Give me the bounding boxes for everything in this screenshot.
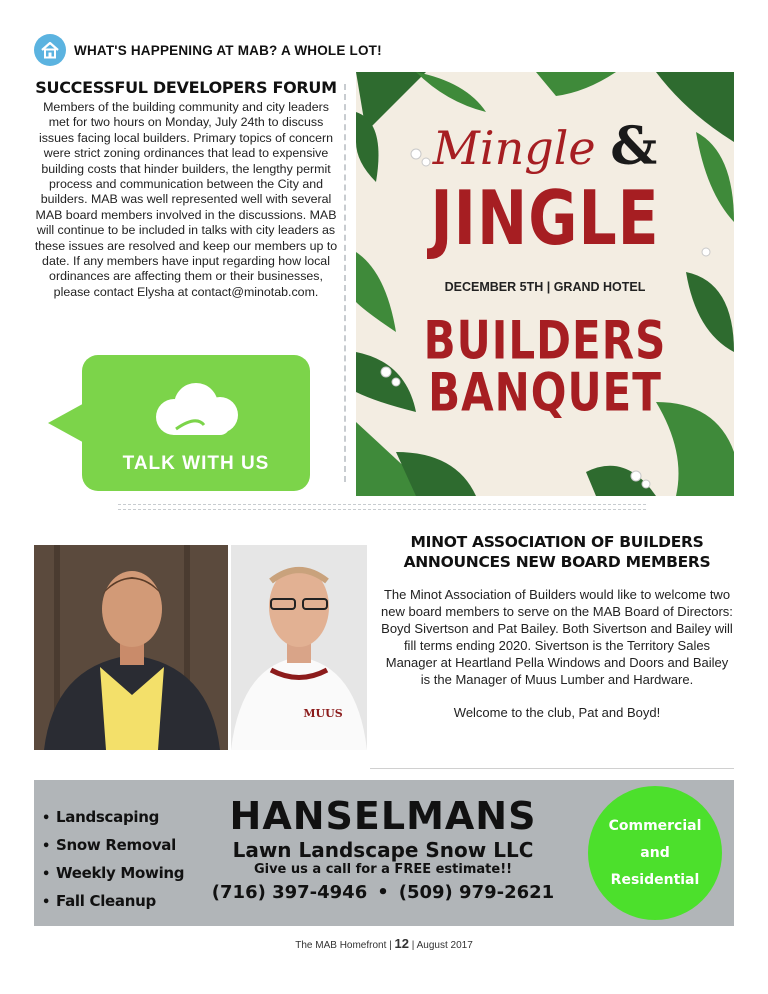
bullet: • (42, 839, 51, 854)
bullet: • (42, 867, 51, 882)
photo-pat-bailey (231, 545, 367, 750)
vertical-divider (344, 84, 346, 482)
hanselmans-ad (34, 780, 734, 926)
talk-with-us-label: TALK WITH US (122, 453, 270, 474)
footer-date: | August 2017 (409, 940, 473, 951)
list-item (42, 860, 184, 888)
cloud-icon (144, 379, 248, 443)
event-title-jingle: JINGLE (430, 175, 660, 263)
commercial-residential-badge (588, 786, 722, 920)
page-number: 12 (394, 936, 409, 951)
ad-call-to-action: Give us a call for a FREE estimate!! (253, 862, 513, 877)
badge-line-1: Commercial (608, 818, 702, 834)
service-label: Fall Cleanup (56, 892, 156, 910)
house-icon (34, 34, 66, 66)
badge-line-2: and (640, 845, 670, 861)
photo-boyd-sivertson (34, 545, 228, 750)
ad-brand-block (210, 794, 556, 906)
board-welcome: Welcome to the club, Pat and Boyd! (453, 705, 661, 720)
board-title-line1: MINOT ASSOCIATION OF BUILDERS (410, 533, 704, 551)
board-title (380, 532, 734, 572)
forum-title: SUCCESSFUL DEVELOPERS FORUM (35, 78, 337, 97)
list-item (42, 888, 184, 916)
event-title-mingle (356, 116, 734, 177)
page-footer (0, 936, 768, 951)
ad-company-name: HANSELMANS (229, 794, 537, 838)
list-item (42, 804, 184, 832)
shirt-logo-text: MUUS (303, 707, 343, 720)
phone-number-1[interactable]: (716) 397-4946 (211, 882, 368, 903)
board-article (380, 532, 734, 721)
bullet: • (42, 811, 51, 826)
services-list (42, 804, 184, 916)
board-title-line2: ANNOUNCES NEW BOARD MEMBERS (403, 553, 711, 571)
service-label: Landscaping (56, 808, 160, 826)
event-poster (356, 72, 734, 496)
section-title: WHAT'S HAPPENING AT MAB? A WHOLE LOT! (74, 42, 382, 58)
event-date: DECEMBER 5TH | GRAND HOTEL (444, 280, 646, 294)
mingle-word: Mingle (432, 121, 596, 175)
forum-body: Members of the building community and city leaders met for two hours on Monday, July 24th to discuss issues facing local builders. Primary topics of concern were strict zoning ordinances that lead to expensive building costs that hinder builders, the lengthy permit process and communication between the City and builders. MAB was well represented well with several MAB board members involved in the discussions. MAB will continue to be included in talks with city leaders as these issues are resolved and keep our members up to date. If any members have input regarding how local ordinances are affecting them or their businesses, please contact Elysha at contact@minotab.com. (34, 100, 338, 299)
section-header (34, 34, 382, 66)
bullet: • (42, 895, 51, 910)
forum-article (34, 78, 338, 300)
event-title-builders: BUILDERS (423, 309, 667, 372)
ad-phone-numbers (210, 880, 556, 906)
list-item (42, 832, 184, 860)
ad-company-subtitle: Lawn Landscape Snow LLC (232, 838, 534, 862)
horizontal-divider (118, 504, 646, 510)
phone-number-2[interactable]: (509) 979-2621 (398, 882, 555, 903)
event-title-banquet: BANQUET (428, 361, 662, 424)
talk-with-us-button[interactable] (48, 355, 310, 491)
board-body: The Minot Association of Builders would like to welcome two new board members to serve on the MAB Board of Directors: Boyd Sivertson and Pat Bailey. Both Sivertson and Bailey will fill terms ending 2020. Sivertson is the Territory Sales Manager at Heartland Pella Windows and Doors and Bailey is the Manager of Muus Lumber and Hardware. (381, 587, 733, 687)
rule-divider (370, 768, 734, 769)
footer-publication: The MAB Homefront | (295, 940, 395, 951)
phone-separator: • (377, 882, 389, 903)
speech-bubble (82, 355, 310, 491)
service-label: Snow Removal (56, 836, 176, 854)
service-label: Weekly Mowing (56, 864, 185, 882)
badge-line-3: Residential (610, 872, 700, 888)
ampersand: & (610, 116, 658, 177)
